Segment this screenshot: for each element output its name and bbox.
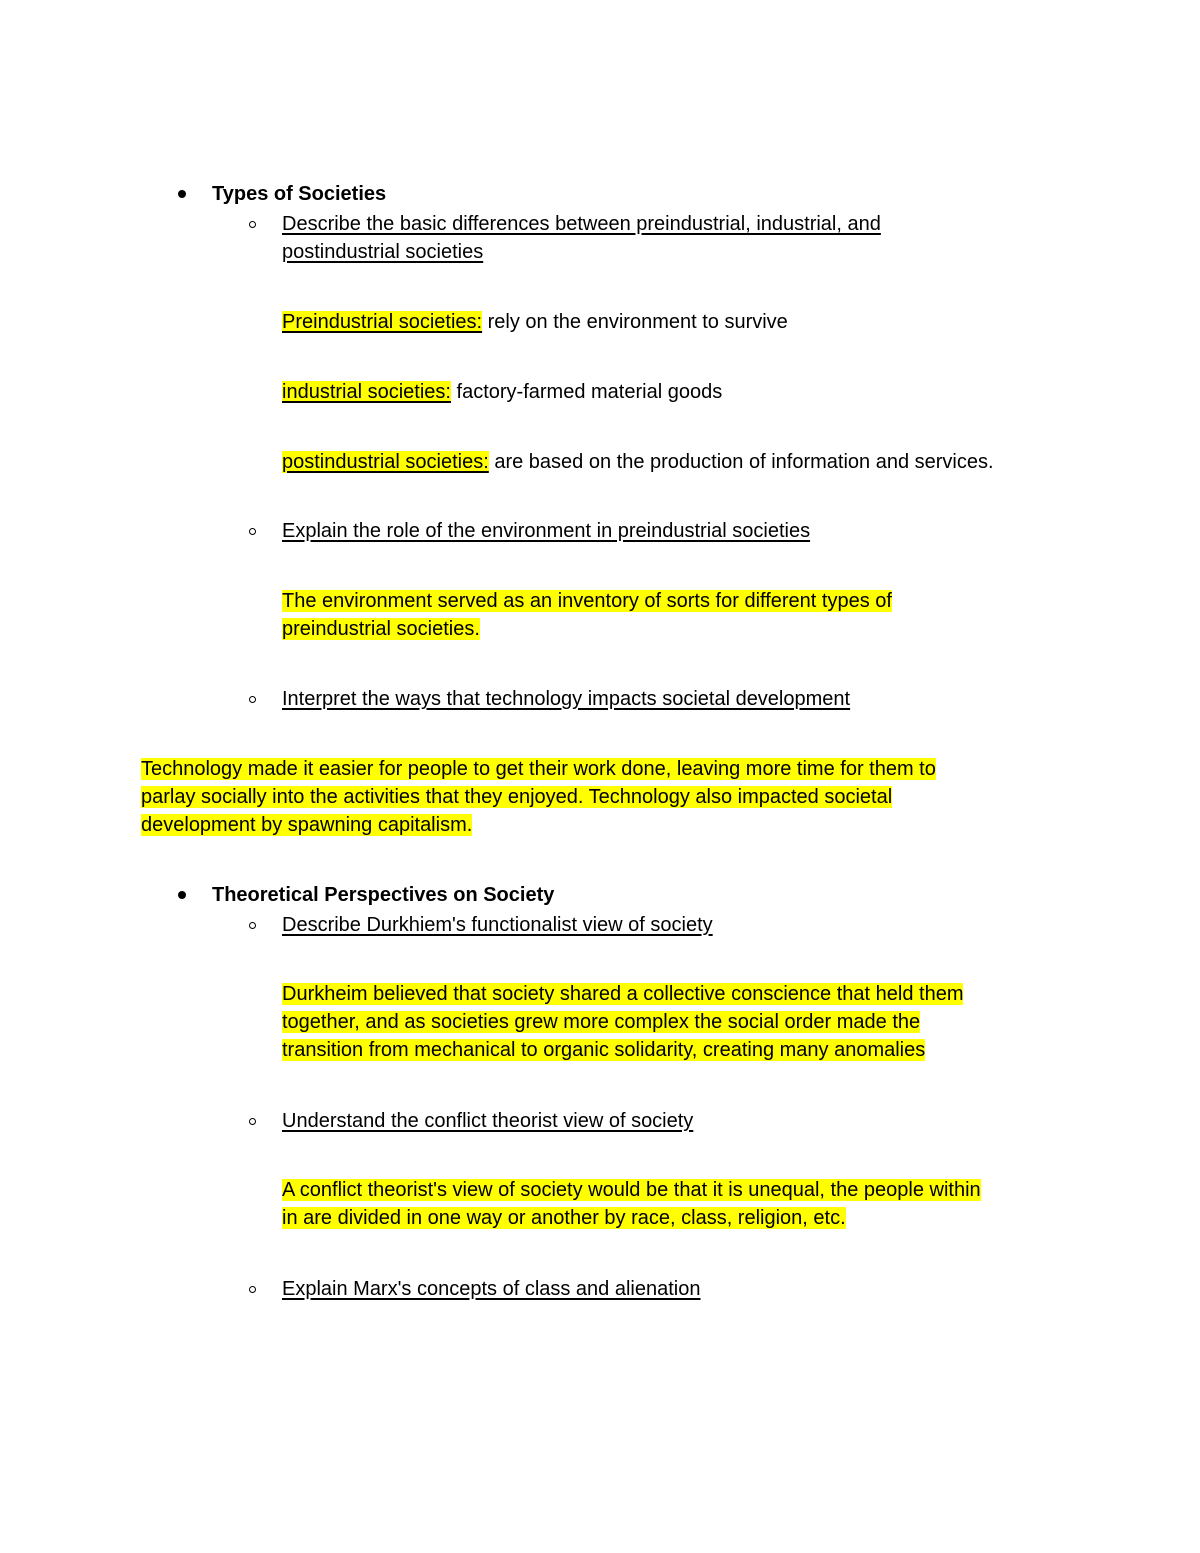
subitem-bullet-icon (249, 696, 256, 703)
prompt-text: Describe Durkhiem's functionalist view of society (282, 914, 713, 936)
prompt-text: Describe the basic differences between preindustrial, industrial, and (282, 213, 881, 235)
definition-term: Preindustrial societies: (282, 311, 483, 333)
prompt-text: postindustrial societies (282, 241, 484, 263)
subitem-bullet-icon (249, 922, 256, 929)
definition-term: postindustrial societies: (282, 451, 489, 473)
answer-line: preindustrial societies. (282, 618, 480, 640)
subitem-bullet-icon (249, 1118, 256, 1125)
prompt-text: Explain Marx's concepts of class and alienation (282, 1278, 701, 1300)
answer-line: development by spawning capitalism. (141, 814, 473, 836)
prompt-text: Understand the conflict theorist view of society (282, 1110, 694, 1132)
prompt-text: Interpret the ways that technology impacts societal development (282, 688, 851, 710)
definition-term: industrial societies: (282, 381, 451, 403)
answer-line: in are divided in one way or another by race, class, religion, etc. (282, 1207, 846, 1229)
definition-line (282, 378, 722, 406)
heading-bullet-icon (178, 190, 186, 198)
definition-text: rely on the environment to survive (482, 311, 788, 333)
definition-text: are based on the production of information and services. (488, 451, 994, 473)
answer-line: Durkheim believed that society shared a collective conscience that held them (282, 983, 964, 1005)
heading-bullet-icon (178, 891, 186, 899)
answer-line: A conflict theorist's view of society would be that it is unequal, the people within (282, 1179, 981, 1201)
subitem-bullet-icon (249, 1286, 256, 1293)
definition-line (282, 308, 788, 336)
subitem-bullet-icon (249, 221, 256, 228)
definition-text: factory-farmed material goods (450, 381, 723, 403)
answer-line: together, and as societies grew more complex the social order made the (282, 1011, 921, 1033)
prompt-text: Explain the role of the environment in preindustrial societies (282, 520, 811, 542)
subitem-bullet-icon (249, 528, 256, 535)
answer-line: Technology made it easier for people to get their work done, leaving more time for them to (141, 758, 936, 780)
answer-line: The environment served as an inventory of sorts for different types of (282, 590, 892, 612)
definition-line (282, 448, 994, 476)
answer-line: transition from mechanical to organic solidarity, creating many anomalies (282, 1039, 926, 1061)
section-heading: Theoretical Perspectives on Society (212, 884, 555, 906)
answer-line: parlay socially into the activities that they enjoyed. Technology also impacted societal (141, 786, 893, 808)
section-heading: Types of Societies (212, 183, 387, 205)
